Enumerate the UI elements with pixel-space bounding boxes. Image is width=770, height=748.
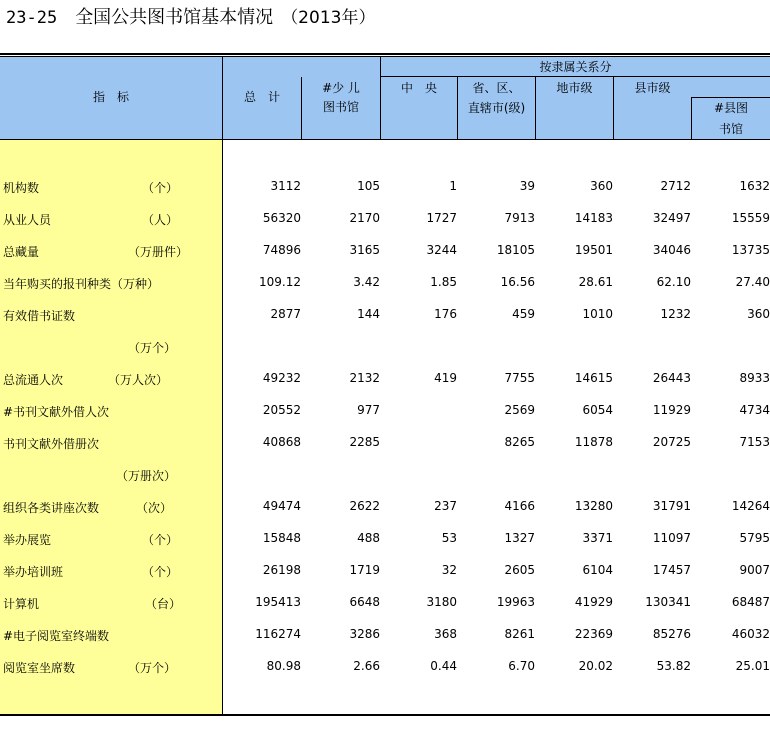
table-cell: 977 xyxy=(357,403,380,417)
row-label-cell xyxy=(0,170,222,202)
table-cell: 2712 xyxy=(660,179,691,193)
table-cell: 419 xyxy=(434,371,457,385)
table-cell: 85276 xyxy=(652,627,691,641)
row-label-cell xyxy=(0,394,222,426)
table-cell: 5795 xyxy=(739,531,770,545)
table-cell: 20725 xyxy=(652,435,691,449)
table-cell: 6648 xyxy=(349,595,380,609)
table-cell xyxy=(535,330,613,362)
table-cell: 19963 xyxy=(496,595,535,609)
table-cell: 1.85 xyxy=(430,275,457,289)
table-cell: 49474 xyxy=(262,499,301,513)
table-cell: 1719 xyxy=(349,563,380,577)
table-row xyxy=(0,330,770,362)
table-cell: 34046 xyxy=(652,243,691,257)
table-cell: 15559 xyxy=(731,211,770,225)
table-cell: 3371 xyxy=(582,531,613,545)
table-cell xyxy=(222,330,301,362)
header-central: 中 央 xyxy=(400,81,437,95)
table-cell: 3180 xyxy=(426,595,457,609)
row-label-cell xyxy=(0,586,222,618)
row-label-cell xyxy=(0,522,222,554)
row-unit: （万个） xyxy=(128,661,177,675)
table-row xyxy=(0,458,770,490)
table-cell: 40868 xyxy=(262,435,301,449)
table-cell: 53 xyxy=(441,531,457,545)
table-cell: 39 xyxy=(519,179,535,193)
table-cell xyxy=(301,330,380,362)
header-provincial-line1: 省、区、 xyxy=(472,81,521,95)
table-cell: 20.02 xyxy=(578,659,613,673)
bottom-rule xyxy=(0,714,770,716)
table-title: 全国公共图书馆基本情况 xyxy=(75,7,274,28)
row-label: 从业人员 xyxy=(3,213,52,227)
row-label: 有效借书证数 xyxy=(3,309,76,323)
table-cell: 360 xyxy=(747,307,770,321)
table-cell: 6054 xyxy=(582,403,613,417)
table-cell: 1010 xyxy=(582,307,613,321)
table-cell: 488 xyxy=(357,531,380,545)
table-row xyxy=(0,362,770,394)
table-cell: 368 xyxy=(434,627,457,641)
table-row xyxy=(0,298,770,330)
table-cell: 1632 xyxy=(739,179,770,193)
table-cell: 16.56 xyxy=(500,275,535,289)
table-row xyxy=(0,234,770,266)
table-cell: 41929 xyxy=(574,595,613,609)
county-sub-rule xyxy=(691,97,770,98)
table-number: 23-25 xyxy=(6,8,58,28)
row-label-cell xyxy=(0,298,222,330)
table-cell: 237 xyxy=(434,499,457,513)
table-cell: 19501 xyxy=(574,243,613,257)
header-county-library-line2: 书馆 xyxy=(718,122,743,136)
row-label-cell xyxy=(0,426,222,458)
table-cell xyxy=(613,458,691,490)
row-label-cell xyxy=(0,202,222,234)
table-cell: 68487 xyxy=(731,595,770,609)
table-cell: 8933 xyxy=(739,371,770,385)
header-indicator: 指 标 xyxy=(92,90,129,104)
header-total: 总 计 xyxy=(243,90,280,104)
table-cell: 15848 xyxy=(262,531,301,545)
table-cell: 176 xyxy=(434,307,457,321)
table-cell: 109.12 xyxy=(259,275,301,289)
row-label: 组织各类讲座次数 xyxy=(3,501,100,515)
table-cell: 53.82 xyxy=(656,659,691,673)
row-unit: （万人次） xyxy=(108,373,169,387)
header-provincial-line2: 直辖市(级) xyxy=(467,101,526,115)
row-unit: （万册次） xyxy=(116,469,177,483)
table-cell xyxy=(380,394,457,426)
row-label: #书刊文献外借人次 xyxy=(3,405,110,419)
row-label-cell xyxy=(0,330,222,362)
table-cell: 1327 xyxy=(504,531,535,545)
table-cell: 25.01 xyxy=(735,659,770,673)
table-cell: 2170 xyxy=(349,211,380,225)
row-unit: （万个） xyxy=(128,341,177,355)
table-cell xyxy=(691,330,770,362)
row-label-cell xyxy=(0,362,222,394)
table-cell: 144 xyxy=(357,307,380,321)
top-rule xyxy=(0,53,770,55)
table-cell xyxy=(691,458,770,490)
table-cell: 105 xyxy=(357,179,380,193)
table-cell: 3112 xyxy=(270,179,301,193)
table-cell: 2285 xyxy=(349,435,380,449)
table-cell xyxy=(613,330,691,362)
table-cell: 7153 xyxy=(739,435,770,449)
table-cell: 27.40 xyxy=(735,275,770,289)
row-label-cell xyxy=(0,266,222,298)
row-label-cell xyxy=(0,490,222,522)
row-unit: （次） xyxy=(136,501,173,515)
table-cell: 80.98 xyxy=(266,659,301,673)
table-cell: 20552 xyxy=(262,403,301,417)
table-cell: 49232 xyxy=(262,371,301,385)
table-cell: 74896 xyxy=(262,243,301,257)
table-cell: 17457 xyxy=(652,563,691,577)
table-row xyxy=(0,202,770,234)
table-cell: 13735 xyxy=(731,243,770,257)
table-cell: 56320 xyxy=(262,211,301,225)
table-cell: 13280 xyxy=(574,499,613,513)
table-cell xyxy=(380,426,457,458)
row-label: 举办展览 xyxy=(3,533,52,547)
table-cell: 459 xyxy=(512,307,535,321)
row-label: 举办培训班 xyxy=(3,565,64,579)
header-children-line2: 图书馆 xyxy=(322,100,359,114)
table-cell: 195413 xyxy=(255,595,301,609)
table-cell: 14264 xyxy=(731,499,770,513)
table-cell: 6.70 xyxy=(508,659,535,673)
row-unit: （个） xyxy=(142,533,179,547)
row-label: #电子阅览室终端数 xyxy=(3,629,110,643)
row-label-cell xyxy=(0,234,222,266)
header-prefecture: 地市级 xyxy=(556,81,593,95)
table-cell: 3244 xyxy=(426,243,457,257)
table-cell: 6104 xyxy=(582,563,613,577)
table-cell: 11929 xyxy=(652,403,691,417)
table-cell: 8261 xyxy=(504,627,535,641)
table-cell: 32497 xyxy=(652,211,691,225)
row-unit: （台） xyxy=(145,597,182,611)
table-year: （2013年） xyxy=(281,8,376,28)
table-cell: 1 xyxy=(449,179,457,193)
header-bottom-rule xyxy=(0,139,770,140)
table-row xyxy=(0,394,770,426)
table-row xyxy=(0,170,770,202)
row-label: 当年购买的报刊种类（万种） xyxy=(3,277,160,291)
table-cell: 26198 xyxy=(262,563,301,577)
table-cell: 3286 xyxy=(349,627,380,641)
table-cell: 1232 xyxy=(660,307,691,321)
header-children-line1: #少 儿 xyxy=(322,81,360,95)
table-cell: 14183 xyxy=(574,211,613,225)
table-cell: 14615 xyxy=(574,371,613,385)
table-cell: 26443 xyxy=(652,371,691,385)
table-cell: 9007 xyxy=(739,563,770,577)
header-county: 县市级 xyxy=(634,81,671,95)
header-group: 按隶属关系分 xyxy=(539,60,612,74)
table-cell xyxy=(222,458,301,490)
row-label: 机构数 xyxy=(3,181,40,195)
table-cell: 31791 xyxy=(652,499,691,513)
table-cell: 8265 xyxy=(504,435,535,449)
table-cell: 2605 xyxy=(504,563,535,577)
table-cell: 22369 xyxy=(574,627,613,641)
row-label-cell xyxy=(0,458,222,490)
table-cell: 11878 xyxy=(574,435,613,449)
table-cell: 46032 xyxy=(731,627,770,641)
table-row xyxy=(0,266,770,298)
table-row xyxy=(0,650,770,682)
table-row xyxy=(0,490,770,522)
table-cell: 7755 xyxy=(504,371,535,385)
table-cell: 360 xyxy=(590,179,613,193)
table-cell: 32 xyxy=(441,563,457,577)
table-cell xyxy=(535,458,613,490)
header-county-library-line1: #县图 xyxy=(713,101,749,115)
row-label: 书刊文献外借册次 xyxy=(3,437,100,451)
table-cell: 18105 xyxy=(496,243,535,257)
table-row xyxy=(0,554,770,586)
table-row xyxy=(0,586,770,618)
row-label-cell xyxy=(0,554,222,586)
table-cell: 4166 xyxy=(504,499,535,513)
table-cell xyxy=(380,458,457,490)
table-cell: 130341 xyxy=(645,595,691,609)
table-cell: 0.44 xyxy=(430,659,457,673)
row-label: 总流通人次 xyxy=(3,373,64,387)
table-cell: 3.42 xyxy=(353,275,380,289)
table-cell xyxy=(380,330,457,362)
top-rule-inner xyxy=(0,56,770,57)
table-cell: 2622 xyxy=(349,499,380,513)
table-cell: 4734 xyxy=(739,403,770,417)
table-cell: 2877 xyxy=(270,307,301,321)
table-cell: 3165 xyxy=(349,243,380,257)
table-cell: 2.66 xyxy=(353,659,380,673)
row-label: 计算机 xyxy=(3,597,40,611)
data-table xyxy=(0,170,770,682)
table-cell: 7913 xyxy=(504,211,535,225)
table-cell: 2569 xyxy=(504,403,535,417)
table-cell xyxy=(301,458,380,490)
row-unit: （个） xyxy=(142,181,179,195)
table-row xyxy=(0,618,770,650)
table-cell xyxy=(457,458,535,490)
table-cell: 2132 xyxy=(349,371,380,385)
row-unit: （个） xyxy=(142,565,179,579)
row-label-cell xyxy=(0,618,222,650)
table-row xyxy=(0,522,770,554)
row-unit: （万册件） xyxy=(128,245,189,259)
row-label: 阅览室坐席数 xyxy=(3,661,76,675)
table-cell: 116274 xyxy=(255,627,301,641)
table-cell: 11097 xyxy=(652,531,691,545)
row-label: 总藏量 xyxy=(3,245,40,259)
table-row xyxy=(0,426,770,458)
table-cell xyxy=(457,330,535,362)
group-rule xyxy=(380,76,770,77)
table-cell: 1727 xyxy=(426,211,457,225)
page-title xyxy=(6,4,375,32)
table-cell: 62.10 xyxy=(656,275,691,289)
row-label-cell xyxy=(0,650,222,682)
table-cell: 28.61 xyxy=(578,275,613,289)
row-unit: （人） xyxy=(142,213,179,227)
